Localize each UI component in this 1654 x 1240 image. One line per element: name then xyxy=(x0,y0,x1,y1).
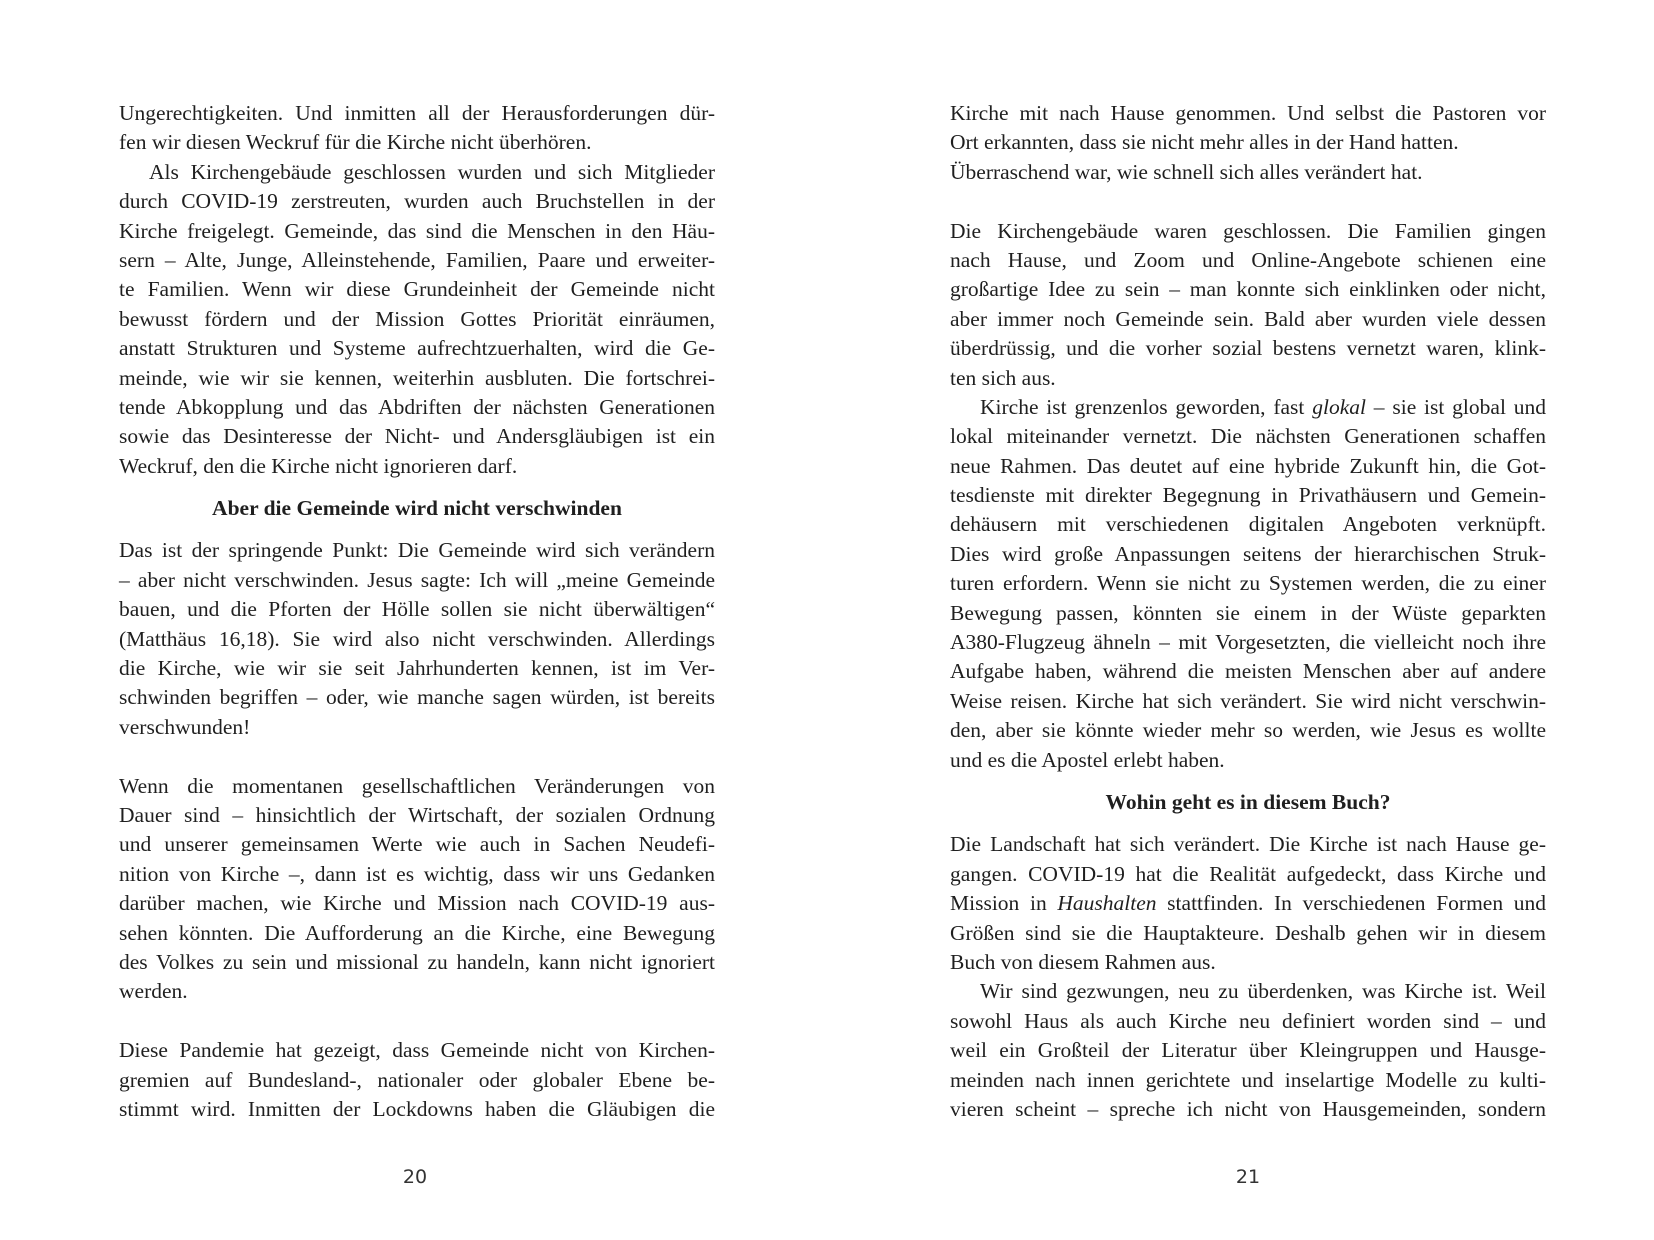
text-line: sowohl Haus als auch Kirche neu definiert worden sind – und xyxy=(950,1008,1546,1033)
text-line: Aufgabe haben, während die meisten Menschen aber auf andere xyxy=(950,659,1546,684)
text-line: gangen. COVID-19 hat die Realität aufgedeckt, dass Kirche und xyxy=(950,861,1546,886)
text-line: dehäusern mit verschiedenen digitalen Angeboten verknüpft. xyxy=(950,512,1546,537)
text-line: vieren scheint – spreche ich nicht von Hausgemeinden, sondern xyxy=(950,1096,1546,1121)
text-line: durch COVID-19 zerstreuten, wurden auch Bruchstellen in der xyxy=(119,189,715,214)
text-line: fen wir diesen Weckruf für die Kirche nicht überhören. xyxy=(119,130,592,155)
text-line: Bewegung passen, könnten sie einem in der Wüste geparkten xyxy=(950,600,1546,625)
text-line: te Familien. Wenn wir diese Grundeinheit der Gemeinde nicht xyxy=(119,277,715,302)
text-line: Weckruf, den die Kirche nicht ignorieren darf. xyxy=(119,453,518,478)
text-line: Das ist der springende Punkt: Die Gemeinde wird sich verändern xyxy=(119,538,715,563)
text-line: überdrüssig, und die vorher sozial bestens vernetzt waren, klink- xyxy=(950,336,1546,361)
text-line: neue Rahmen. Das deutet auf eine hybride Zukunft hin, die Got- xyxy=(950,453,1546,478)
text-line: verschwunden! xyxy=(119,714,251,739)
text-line: Größen sind sie die Hauptakteure. Deshalb gehen wir in diesem xyxy=(950,920,1546,945)
text-line: Überraschend war, wie schnell sich alles verändert hat. xyxy=(950,159,1423,184)
section-heading: Aber die Gemeinde wird nicht verschwinden xyxy=(212,496,622,521)
text-fragment: – sie ist global und xyxy=(1365,394,1546,419)
text-line: gremien auf Bundesland-, nationaler oder globaler Ebene be- xyxy=(119,1067,715,1092)
text-line: und es die Apostel erlebt haben. xyxy=(950,747,1225,772)
text-line: großartige Idee zu sein – man konnte sich einklinken oder nicht, xyxy=(950,277,1546,302)
text-line: meinden nach innen gerichtete und inselartige Modelle zu kulti- xyxy=(950,1067,1546,1092)
page-number: 21 xyxy=(1235,1166,1261,1188)
text-line: die Kirche, wie wir sie seit Jahrhunderten kennen, ist im Ver- xyxy=(119,656,715,681)
text-line: lokal miteinander vernetzt. Die nächsten Generationen schaffen xyxy=(950,424,1546,449)
text-line: Ungerechtigkeiten. Und inmitten all der Herausforderungen dür- xyxy=(119,101,715,125)
italic-term: Haushalten xyxy=(1057,891,1157,916)
text-line: Wir sind gezwungen, neu zu überdenken, was Kirche ist. Weil xyxy=(980,979,1546,1004)
text-fragment: Kirche ist grenzenlos geworden, fast xyxy=(980,394,1313,419)
text-line: sehen könnten. Die Aufforderung an die Kirche, eine Bewegung xyxy=(119,920,715,945)
text-line: Die Landschaft hat sich verändert. Die Kirche ist nach Hause ge- xyxy=(950,832,1546,857)
text-line: und unserer gemeinsamen Werte wie auch in Sachen Neudefi- xyxy=(119,832,715,857)
text-line: meinde, wie wir sie kennen, weiterhin ausbluten. Die fortschrei- xyxy=(119,365,715,390)
text-fragment: Mission in xyxy=(950,891,1058,916)
right-text-column xyxy=(950,99,1546,1124)
text-line: anstatt Strukturen und Systeme aufrechtzuerhalten, wird die Ge- xyxy=(119,336,715,361)
text-line xyxy=(950,393,1546,422)
section-heading: Wohin geht es in diesem Buch? xyxy=(1105,789,1391,814)
text-line: stimmt wird. Inmitten der Lockdowns haben die Gläubigen die xyxy=(119,1096,715,1121)
text-line: sowie das Desinteresse der Nicht- und Andersgläubigen ist ein xyxy=(119,424,715,449)
text-line: den, aber sie könnte wieder mehr so werden, wie Jesus es wollte xyxy=(950,718,1546,743)
text-line: A380-Flugzeug ähneln – mit Vorgesetzten, die vielleicht noch ihre xyxy=(950,630,1546,655)
text-line: Kirche freigelegt. Gemeinde, das sind die Menschen in den Häu- xyxy=(119,218,715,243)
text-line: Wenn die momentanen gesellschaftlichen Veränderungen von xyxy=(119,773,715,798)
italic-term: glokal xyxy=(1312,394,1366,419)
paragraph-gap xyxy=(119,1007,715,1036)
text-line: nach Hause, und Zoom und Online-Angebote schienen eine xyxy=(950,247,1546,272)
text-line: Diese Pandemie hat gezeigt, dass Gemeinde nicht von Kirchen- xyxy=(119,1038,715,1063)
text-line: aber immer noch Gemeinde sein. Bald aber wurden viele dessen xyxy=(950,306,1546,331)
text-line: tende Abkopplung und das Abdriften der nächsten Generationen xyxy=(119,394,715,419)
text-line xyxy=(950,889,1546,918)
paragraph-gap xyxy=(950,187,1546,216)
text-line: bewusst fördern und der Mission Gottes Priorität einräumen, xyxy=(119,306,715,331)
text-line: tesdienste mit direkter Begegnung in Privathäusern und Gemein- xyxy=(950,483,1546,508)
text-line: werden. xyxy=(119,979,188,1004)
text-line: schwinden begriffen – oder, wie manche sagen würden, ist bereits xyxy=(119,685,715,710)
text-line: (Matthäus 16,18). Sie wird also nicht verschwinden. Allerdings xyxy=(119,626,715,651)
text-line: – aber nicht verschwinden. Jesus sagte: Ich will „meine Gemeinde xyxy=(119,567,715,592)
text-line: Weise reisen. Kirche hat sich verändert. Sie wird nicht verschwin- xyxy=(950,688,1546,713)
text-line: darüber machen, wie Kirche und Mission nach COVID-19 aus- xyxy=(119,891,715,916)
text-line: nition von Kirche –, dann ist es wichtig, dass wir uns Gedanken xyxy=(119,861,715,886)
text-line: turen erfordern. Wenn sie nicht zu Systemen werden, die zu einer xyxy=(950,571,1546,596)
text-line: Dauer sind – hinsichtlich der Wirtschaft, der sozialen Ordnung xyxy=(119,802,715,827)
text-line: Buch von diesem Rahmen aus. xyxy=(950,949,1216,974)
text-line: Die Kirchengebäude waren geschlossen. Die Familien gingen xyxy=(950,218,1546,243)
paragraph-gap xyxy=(119,742,715,771)
page-number: 20 xyxy=(402,1166,428,1188)
text-line: Dies wird große Anpassungen seitens der hierarchischen Struk- xyxy=(950,541,1546,566)
text-line: sern – Alte, Junge, Alleinstehende, Familien, Paare und erweiter- xyxy=(119,247,715,272)
right-page xyxy=(827,0,1654,1240)
left-text-column xyxy=(119,99,715,1124)
text-line: Kirche mit nach Hause genommen. Und selbst die Pastoren vor xyxy=(950,101,1546,125)
text-line: Als Kirchengebäude geschlossen wurden und sich Mitglieder xyxy=(149,159,715,184)
text-line: des Volkes zu sein und missional zu handeln, kann nicht ignoriert xyxy=(119,949,715,974)
text-line: Ort erkannten, dass sie nicht mehr alles in der Hand hatten. xyxy=(950,130,1459,155)
text-line: ten sich aus. xyxy=(950,365,1056,390)
text-line: weil ein Großteil der Literatur über Kleingruppen und Hausge- xyxy=(950,1038,1546,1063)
text-fragment: stattfinden. In verschiedenen Formen und xyxy=(1156,891,1547,916)
text-line: bauen, und die Pforten der Hölle sollen sie nicht überwältigen“ xyxy=(119,597,715,622)
